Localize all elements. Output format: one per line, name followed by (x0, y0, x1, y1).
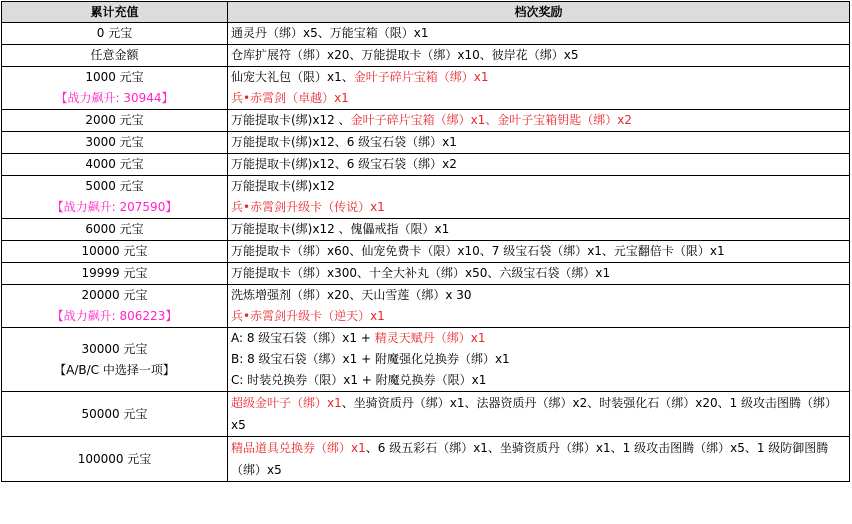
table-row (2, 154, 850, 176)
reward-table (1, 1, 850, 482)
amount-cell (2, 132, 228, 154)
reward-line (231, 263, 845, 284)
column-header-amount: 累计充值 (2, 2, 228, 23)
reward-line (231, 285, 845, 306)
amount-cell (2, 263, 228, 285)
reward-line (231, 88, 845, 109)
reward-cell (228, 154, 850, 176)
reward-line (231, 132, 845, 153)
table-row (2, 176, 850, 219)
reward-line (231, 197, 845, 218)
amount-cell (2, 285, 228, 328)
table-row (2, 110, 850, 132)
reward-highlight: 金叶子碎片宝箱（绑）x1 (353, 70, 489, 84)
table-row (2, 241, 850, 263)
amount-label: 1000 元宝 (85, 70, 144, 84)
amount-label: 5000 元宝 (85, 179, 144, 193)
amount-label: 50000 元宝 (81, 406, 148, 421)
reward-cell (228, 110, 850, 132)
reward-text: 万能提取卡(绑)x12、6 级宝石袋（绑）x2 (231, 157, 457, 171)
amount-cell (2, 392, 228, 437)
amount-label: 100000 元宝 (77, 451, 152, 466)
amount-label: 19999 元宝 (81, 266, 148, 280)
table-row (2, 23, 850, 45)
reward-line (231, 45, 845, 66)
table-header-row (2, 2, 850, 23)
reward-line (231, 328, 845, 349)
amount-cell (2, 241, 228, 263)
reward-text: 万能提取卡（绑）x60、仙宠免费卡（限）x10、7 级宝石袋（绑）x1、元宝翻倍卡（限）x1 (231, 244, 725, 258)
reward-text: B: 8 级宝石袋（绑）x1 + 附魔强化兑换券（绑）x1 (231, 352, 510, 366)
amount-cell (2, 154, 228, 176)
table-row (2, 392, 850, 437)
reward-text: C: 时装兑换券（限）x1 + 附魔兑换券（限）x1 (231, 373, 487, 387)
reward-text: 仙宠大礼包（限）x1、 (231, 70, 354, 84)
reward-line (231, 241, 845, 262)
table-row (2, 263, 850, 285)
table-row (2, 219, 850, 241)
reward-cell (228, 45, 850, 67)
reward-cell (228, 285, 850, 328)
amount-label: 3000 元宝 (85, 135, 144, 149)
reward-highlight: 精灵天赋丹（绑）x1 (374, 331, 486, 345)
reward-highlight: 金叶子碎片宝箱（绑）x1、金叶子宝箱钥匙（绑）x2 (350, 113, 633, 127)
reward-highlight: 兵•赤霄剑升级卡（传说）x1 (231, 200, 385, 214)
amount-label: 4000 元宝 (85, 157, 144, 171)
reward-line (231, 110, 845, 131)
reward-text: 万能提取卡(绑)x12 (231, 179, 335, 193)
table-row (2, 437, 850, 482)
table-row (2, 328, 850, 392)
table-row (2, 45, 850, 67)
reward-highlight: 兵•赤霄剑（卓越）x1 (231, 91, 349, 105)
reward-text: 万能提取卡（绑）x300、十全大补丸（绑）x50、六级宝石袋（绑）x1 (231, 266, 611, 280)
amount-note: 【战力飙升: 30944】 (55, 91, 174, 105)
amount-cell (2, 219, 228, 241)
amount-cell (2, 23, 228, 45)
reward-text: 、坐骑资质丹（绑）x1、法器资质丹（绑）x2、时装强化石（绑）x20、1 级攻击图腾（绑）x5 (231, 396, 838, 432)
amount-label: 6000 元宝 (85, 222, 144, 236)
amount-cell (2, 67, 228, 110)
table-body (2, 23, 850, 482)
amount-note: 【战力飙升: 207590】 (51, 200, 178, 214)
amount-note: 【A/B/C 中选择一项】 (54, 362, 175, 377)
amount-cell (2, 45, 228, 67)
reward-cell (228, 132, 850, 154)
reward-text: 万能提取卡(绑)x12、6 级宝石袋（绑）x1 (231, 135, 457, 149)
reward-cell (228, 392, 850, 437)
amount-label: 2000 元宝 (85, 113, 144, 127)
reward-cell (228, 176, 850, 219)
reward-line (231, 396, 837, 432)
reward-text: 仓库扩展符（绑）x20、万能提取卡（绑）x10、彼岸花（绑）x5 (231, 48, 579, 62)
reward-text: 万能提取卡(绑)x12 、 (231, 113, 351, 127)
reward-text: A: 8 级宝石袋（绑）x1 + (231, 331, 375, 345)
reward-text: 万能提取卡(绑)x12 、傀儡戒指（限）x1 (231, 222, 450, 236)
reward-line (231, 154, 845, 175)
amount-cell (2, 328, 228, 392)
reward-line (231, 349, 845, 370)
column-header-reward: 档次奖励 (228, 2, 850, 23)
reward-line (231, 176, 845, 197)
reward-line (231, 306, 845, 327)
reward-line (231, 67, 845, 88)
reward-cell (228, 437, 850, 482)
amount-label: 任意金额 (90, 48, 139, 62)
amount-note: 【战力飙升: 806223】 (51, 309, 178, 323)
amount-label: 10000 元宝 (81, 244, 148, 258)
amount-label: 30000 元宝 (81, 341, 148, 356)
reward-cell (228, 23, 850, 45)
reward-cell (228, 263, 850, 285)
amount-label: 0 元宝 (96, 26, 133, 40)
table-row (2, 67, 850, 110)
reward-text: 通灵丹（绑）x5、万能宝箱（限）x1 (231, 26, 429, 40)
amount-label: 20000 元宝 (81, 288, 148, 302)
reward-text: 、6 级五彩石（绑）x1、坐骑资质丹（绑）x1、1 级攻击图腾（绑）x5、1 级防御图腾（绑）x5 (231, 441, 829, 477)
reward-line (231, 370, 845, 391)
reward-highlight: 超级金叶子（绑）x1 (231, 396, 342, 410)
reward-cell (228, 328, 850, 392)
reward-cell (228, 241, 850, 263)
reward-line (231, 23, 845, 44)
reward-line (231, 219, 845, 240)
reward-cell (228, 219, 850, 241)
table-row (2, 132, 850, 154)
reward-text: 洗炼增强剂（绑）x20、天山雪莲（绑）x 30 (231, 288, 472, 302)
table-row (2, 285, 850, 328)
reward-line (231, 441, 828, 477)
amount-cell (2, 110, 228, 132)
reward-cell (228, 67, 850, 110)
reward-highlight: 兵•赤霄剑升级卡（逆天）x1 (231, 309, 385, 323)
amount-cell (2, 176, 228, 219)
amount-cell (2, 437, 228, 482)
reward-highlight: 精品道具兑换券（绑）x1 (231, 441, 366, 455)
